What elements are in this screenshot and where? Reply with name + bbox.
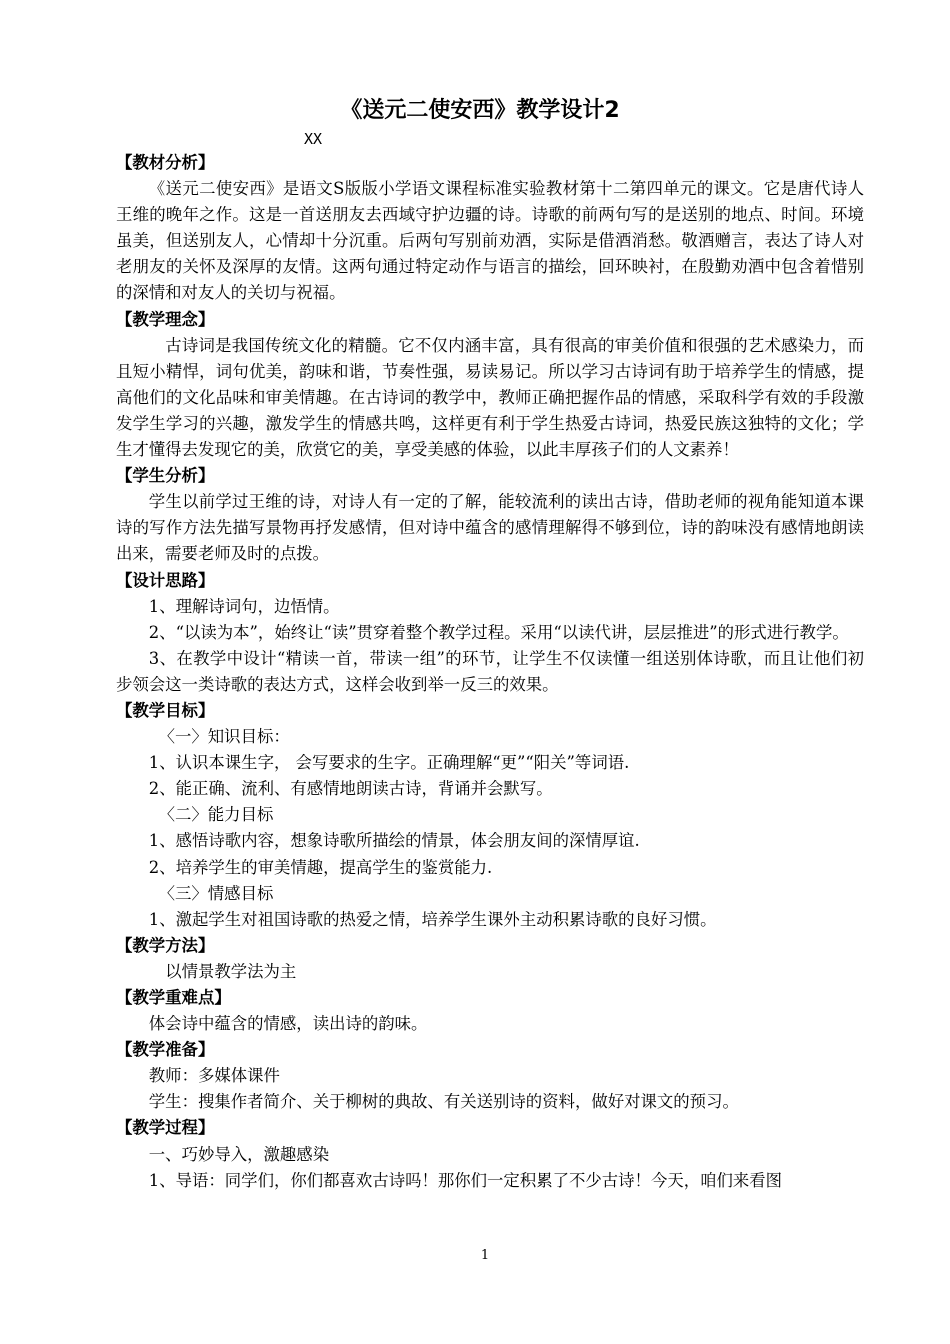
paragraph: 1、导语：同学们，你们都喜欢古诗吗！那你们一定积累了不少古诗！今天，咱们来看图 bbox=[148, 1170, 783, 1190]
list-item: 1、认识本课生字， 会写要求的生字。正确理解“更”“阳关”等词语. bbox=[148, 753, 630, 773]
list-item: 2、培养学生的审美情趣，提高学生的鉴赏能力. bbox=[148, 857, 493, 877]
paragraph: 体会诗中蕴含的情感，读出诗的韵味。 bbox=[148, 1014, 428, 1034]
section-heading-design-ideas: 【设计思路】 bbox=[116, 570, 215, 590]
paragraph: 教师：多媒体课件 bbox=[148, 1066, 280, 1086]
goal-group-heading: 〈一〉知识目标： bbox=[158, 727, 290, 747]
paragraph: 古诗词是我国传统文化的精髓。它不仅内涵丰富，具有很高的审美价值和很强的艺术感染力，而且短小精悍，词句优美，韵味和谐，节奏性强，易读易记。所以学习古诗词有助于培养学生的情感，提高他们的文化品味和审美情趣。在古诗词的教学中，教师正确把握作品的情感，采取科学有效的手段激发学生学习的兴趣，激发学生的情感共鸣，这样更有利于学生热爱古诗词，热爱民族这独特的文化；学生才懂得去发现它的美，欣赏它的美，享受美感的体验，以此丰厚孩子们的人文素养！ bbox=[116, 335, 864, 460]
paragraph: 学生：搜集作者简介、关于柳树的典故、有关送别诗的资料，做好对课文的预习。 bbox=[148, 1092, 739, 1112]
document-author: XX bbox=[304, 130, 323, 148]
section-heading-teaching-philosophy: 【教学理念】 bbox=[116, 309, 215, 329]
paragraph: 《送元二使安西》是语文S版版小学语文课程标准实验教材第十二第四单元的课文。它是唐代诗人王维的晚年之作。这是一首送朋友去西域守护边疆的诗。诗歌的前两句写的是送别的地点、时间。环境虽美，但送别友人，心情却十分沉重。后两句写别前劝酒，实际是借酒消愁。敬酒赠言，表达了诗人对老朋友的关怀及深厚的友情。这两句通过特定动作与语言的描绘，回环映衬，在殷勤劝酒中包含着惜别的深情和对友人的关切与祝福。 bbox=[116, 179, 864, 303]
goal-group-heading: 〈二〉能力目标 bbox=[158, 805, 274, 825]
section-heading-student-analysis: 【学生分析】 bbox=[116, 466, 215, 486]
document-body bbox=[116, 150, 864, 1194]
paragraph: 以情景教学法为主 bbox=[165, 961, 297, 981]
section-heading-teaching-process: 【教学过程】 bbox=[116, 1118, 215, 1138]
page-number: 1 bbox=[480, 1248, 490, 1263]
section-heading-preparation: 【教学准备】 bbox=[116, 1040, 215, 1060]
list-item: 2、能正确、流利、有感情地朗读古诗，背诵并会默写。 bbox=[148, 779, 553, 799]
paragraph: 1、理解诗词句，边悟情。 bbox=[148, 596, 340, 616]
section-heading-teaching-goals: 【教学目标】 bbox=[116, 700, 215, 720]
section-heading-textbook-analysis: 【教材分析】 bbox=[116, 153, 215, 172]
section-heading-teaching-methods: 【教学方法】 bbox=[116, 935, 215, 955]
goal-group-heading: 〈三〉情感目标 bbox=[158, 883, 274, 903]
section-heading-key-difficulties: 【教学重难点】 bbox=[116, 988, 231, 1007]
list-item: 1、激起学生对祖国诗歌的热爱之情，培养学生课外主动积累诗歌的良好习惯。 bbox=[148, 909, 717, 929]
paragraph: 2、“以读为本”，始终让“读”贯穿着整个教学过程。采用“以读代讲，层层推进”的形式进行教学。 bbox=[148, 622, 849, 642]
paragraph: 学生以前学过王维的诗，对诗人有一定的了解，能较流利的读出古诗，借助老师的视角能知道本课诗的写作方法先描写景物再抒发感情，但对诗中蕴含的感情理解得不够到位，诗的韵味没有感情地朗读出来，需要老师及时的点拨。 bbox=[116, 492, 864, 564]
list-item: 1、感悟诗歌内容，想象诗歌所描绘的情景，体会朋友间的深情厚谊. bbox=[148, 831, 640, 851]
document-title: 《送元二使安西》教学设计2 bbox=[340, 98, 620, 123]
paragraph: 一、巧妙导入，激趣感染 bbox=[148, 1144, 330, 1164]
paragraph: 3、在教学中设计“精读一首，带读一组”的环节，让学生不仅读懂一组送别体诗歌，而且让他们初步领会这一类诗歌的表达方式，这样会收到举一反三的效果。 bbox=[116, 648, 864, 694]
